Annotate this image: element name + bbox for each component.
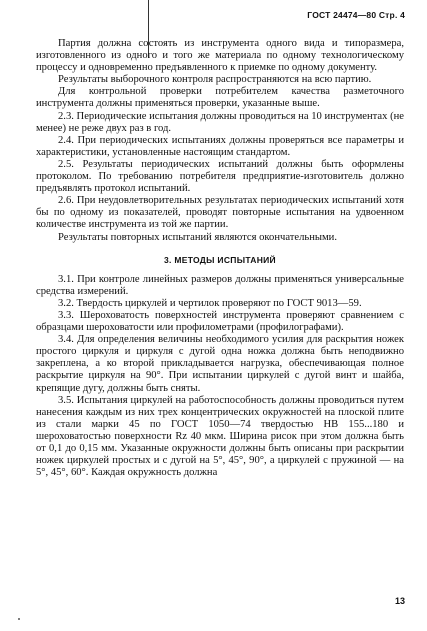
paragraph: 3.2. Твердость циркулей и чертилок проверяют по ГОСТ 9013—59.	[58, 297, 362, 309]
paragraph: 2.6. При неудовлетворительных результатах периодических испытаний хотя бы по одному из показателей, проводят повторные испытания на удвоенном количестве инструмента из той же партии.	[36, 195, 404, 231]
page-header: ГОСТ 24474—80 Стр. 4	[307, 10, 405, 20]
paragraph: 2.5. Результаты периодических испытаний должны быть оформлены протоколом. По требованию потребителя предприятие-изготовитель должно предъявлять протокол испытаний.	[36, 158, 404, 195]
paragraph: 3.5. Испытания циркулей на работоспособность должны проводиться путем нанесения каждым из них трех концентрических окружностей на плоской плите из стали марки 45 по ГОСТ 1050—74 твердостью НВ 155...180 и шероховатостью поверхности Rz 40 мкм. Ширина рисок при этом должна быть от 0,1 до 0,15 мм. Указанные окружности должны быть описаны при раскрытии ножек циркулей простых и с дугой на 5°, 45°, 90°, а циркулей с пружиной — на 5°, 45°, 60°. Каждая окружность должна	[36, 394, 404, 479]
paragraph: Партия должна состоять из инструмента одного вида и типоразмера, изготовленного из одного и того же материала по одному технологическому процессу и одновременно предъявленного к приемке по одному документу.	[36, 38, 404, 74]
paragraph: Результаты выборочного контроля распространяются на всю партию.	[58, 74, 372, 86]
section-title: 3. МЕТОДЫ ИСПЫТАНИЙ	[164, 254, 276, 265]
scan-speck	[18, 618, 20, 620]
paragraph: Для контрольной проверки потребителем качества разметочного инструмента должны применяться проверки, указанные выше.	[36, 86, 404, 110]
paragraph: 2.3. Периодические испытания должны проводиться на 10 инструментах (не менее) не реже двух раз в год.	[36, 110, 404, 134]
page-number: 13	[394, 596, 405, 606]
paragraph: 3.4. Для определения величины необходимого усилия для раскрытия ножек простого циркуля и циркуля с дугой одна ножка должна быть неподвижно закреплена, а ко второй прикладывается нагрузка, обеспечивающая полное раскрытие циркуля на 90°. При испытании циркулей с дугой винт и шайба, крепящие дугу, должны быть сняты.	[36, 334, 404, 394]
document-body	[36, 38, 404, 479]
paragraph: Результаты повторных испытаний являются окончательными.	[58, 231, 338, 243]
paragraph: 3.1. При контроле линейных размеров должны применяться универсальные средства измерений.	[36, 273, 404, 297]
paragraph: 2.4. При периодических испытаниях должны проверяться все параметры и характеристики, установленные настоящим стандартом.	[36, 134, 404, 158]
paragraph: 3.3. Шероховатость поверхностей инструмента проверяют сравнением с образцами шероховатости или профилометрами (профилографами).	[36, 309, 404, 334]
